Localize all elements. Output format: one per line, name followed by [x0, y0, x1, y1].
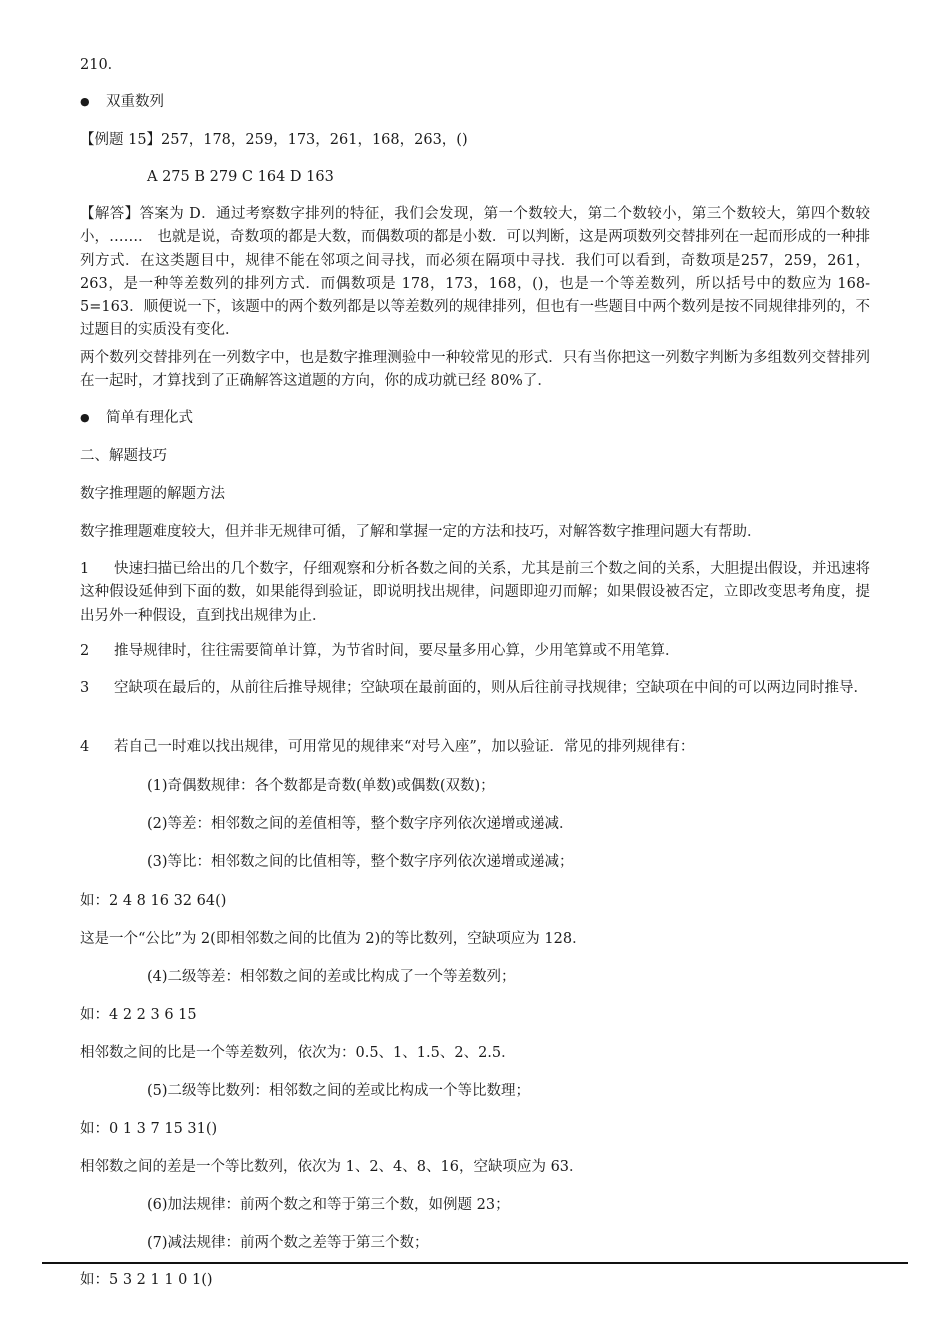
tip-3	[80, 677, 870, 700]
tip-4	[80, 736, 870, 759]
rule-item-4: (4)二级等差：相邻数之间的差或比构成了一个等差数列；	[147, 969, 516, 985]
example-line: 如：4 2 2 3 6 15	[80, 1007, 197, 1023]
paragraph-alternating-sequences: 两个数列交替排列在一列数字中，也是数字推理测验中一种较常见的形式．只有当你把这一列数字判断为多组数列交替排列在一起时，才算找到了正确解答这道题的方向，你的成功就已经 80%了．	[80, 350, 870, 390]
explanation-line: 这是一个“公比”为 2(即相邻数之间的比值为 2)的等比数列，空缺项应为 128．	[80, 931, 587, 947]
tip-text: 若自己一时难以找出规律，可用常见的规律来“对号入座”，加以验证．常见的排列规律有：	[114, 739, 695, 755]
tip-number: 4	[80, 739, 90, 755]
rule-item-7: (7)减法规律：前两个数之差等于第三个数；	[147, 1235, 429, 1251]
page-divider	[42, 1262, 908, 1264]
tip-text: 快速扫描已给出的几个数字，仔细观察和分析各数之间的关系，尤其是前三个数之间的关系，大胆提出假设，并迅速将这种假设延伸到下面的数，如果能得到验证，即说明找出规律，问题即迎刃而解；如果假设被否定，立即改变思考角度，提出另外一种假设，直到找出规律为止．	[80, 561, 870, 624]
section-heading: 二、解题技巧	[80, 448, 167, 464]
tip-number: 1	[80, 561, 90, 577]
example-line: 如：0 1 3 7 15 31()	[80, 1121, 218, 1137]
tip-number: 2	[80, 643, 90, 659]
tip-1	[80, 558, 870, 628]
bullet-item-double-sequence: ● 双重数列	[80, 90, 870, 114]
explanation-line: 相邻数之间的差是一个等比数列，依次为 1、2、4、8、16，空缺项应为 63．	[80, 1159, 584, 1175]
explanation-line: 相邻数之间的比是一个等差数列，依次为：0.5、1、1.5、2、2.5．	[80, 1045, 516, 1061]
rule-item-5: (5)二级等比数列：相邻数之间的差或比构成一个等比数理；	[147, 1083, 531, 1099]
example-line: 如：5 3 2 1 1 0 1()	[80, 1272, 213, 1288]
tip-2	[80, 640, 870, 663]
example-line: 如：2 4 8 16 32 64()	[80, 893, 227, 909]
example-15-options: A 275 B 279 C 164 D 163	[147, 169, 334, 185]
rule-item-6: (6)加法规律：前两个数之和等于第三个数，如例题 23；	[147, 1197, 510, 1213]
tip-text: 推导规律时，往往需要简单计算，为节省时间，要尽量多用心算，少用笔算或不用笔算．	[114, 643, 680, 659]
intro-paragraph: 数字推理题难度较大，但并非无规律可循，了解和掌握一定的方法和技巧，对解答数字推理问题大有帮助．	[80, 524, 762, 540]
rule-item-1: (1)奇偶数规律：各个数都是奇数(单数)或偶数(双数)；	[147, 778, 495, 794]
example-15-answer: 【解答】答案为 D．通过考察数字排列的特征，我们会发现，第一个数较大，第二个数较小，第三个数较大，第四个数较小，……． 也就是说，奇数项的都是大数，而偶数项的都是小数．可以判断，这是两项数列交替排列在一起而形成的一种排列方式．在这类题目中，规律不能在邻项之间寻找，而必须在隔项中寻找．我们可以看到，奇数项是257，259，261，263，是一种等差数列的排列方式．而偶数项是 178，173，168，()，也是一个等差数列，所以括号中的数应为 168-5=163．顺便说一下，该题中的两个数列都是以等差数列的规律排列，但也有一些题目中两个数列是按不同规律排列的，不过题目的实质没有变化．	[80, 206, 870, 339]
tip-text: 空缺项在最后的，从前往后推导规律；空缺项在最前面的，则从后往前寻找规律；空缺项在中间的可以两边同时推导．	[114, 680, 868, 696]
bullet-item-rationalization: ● 简单有理化式	[80, 406, 870, 430]
tip-number: 3	[80, 680, 90, 696]
example-15-question: 【例题 15】257，178，259，173，261，168，263，()	[80, 132, 468, 148]
subheading: 数字推理题的解题方法	[80, 486, 225, 502]
text-line: 210．	[80, 57, 123, 73]
rule-item-2: (2)等差：相邻数之间的差值相等，整个数字序列依次递增或递减．	[147, 816, 574, 832]
rule-item-3: (3)等比：相邻数之间的比值相等，整个数字序列依次递增或递减；	[147, 854, 574, 870]
